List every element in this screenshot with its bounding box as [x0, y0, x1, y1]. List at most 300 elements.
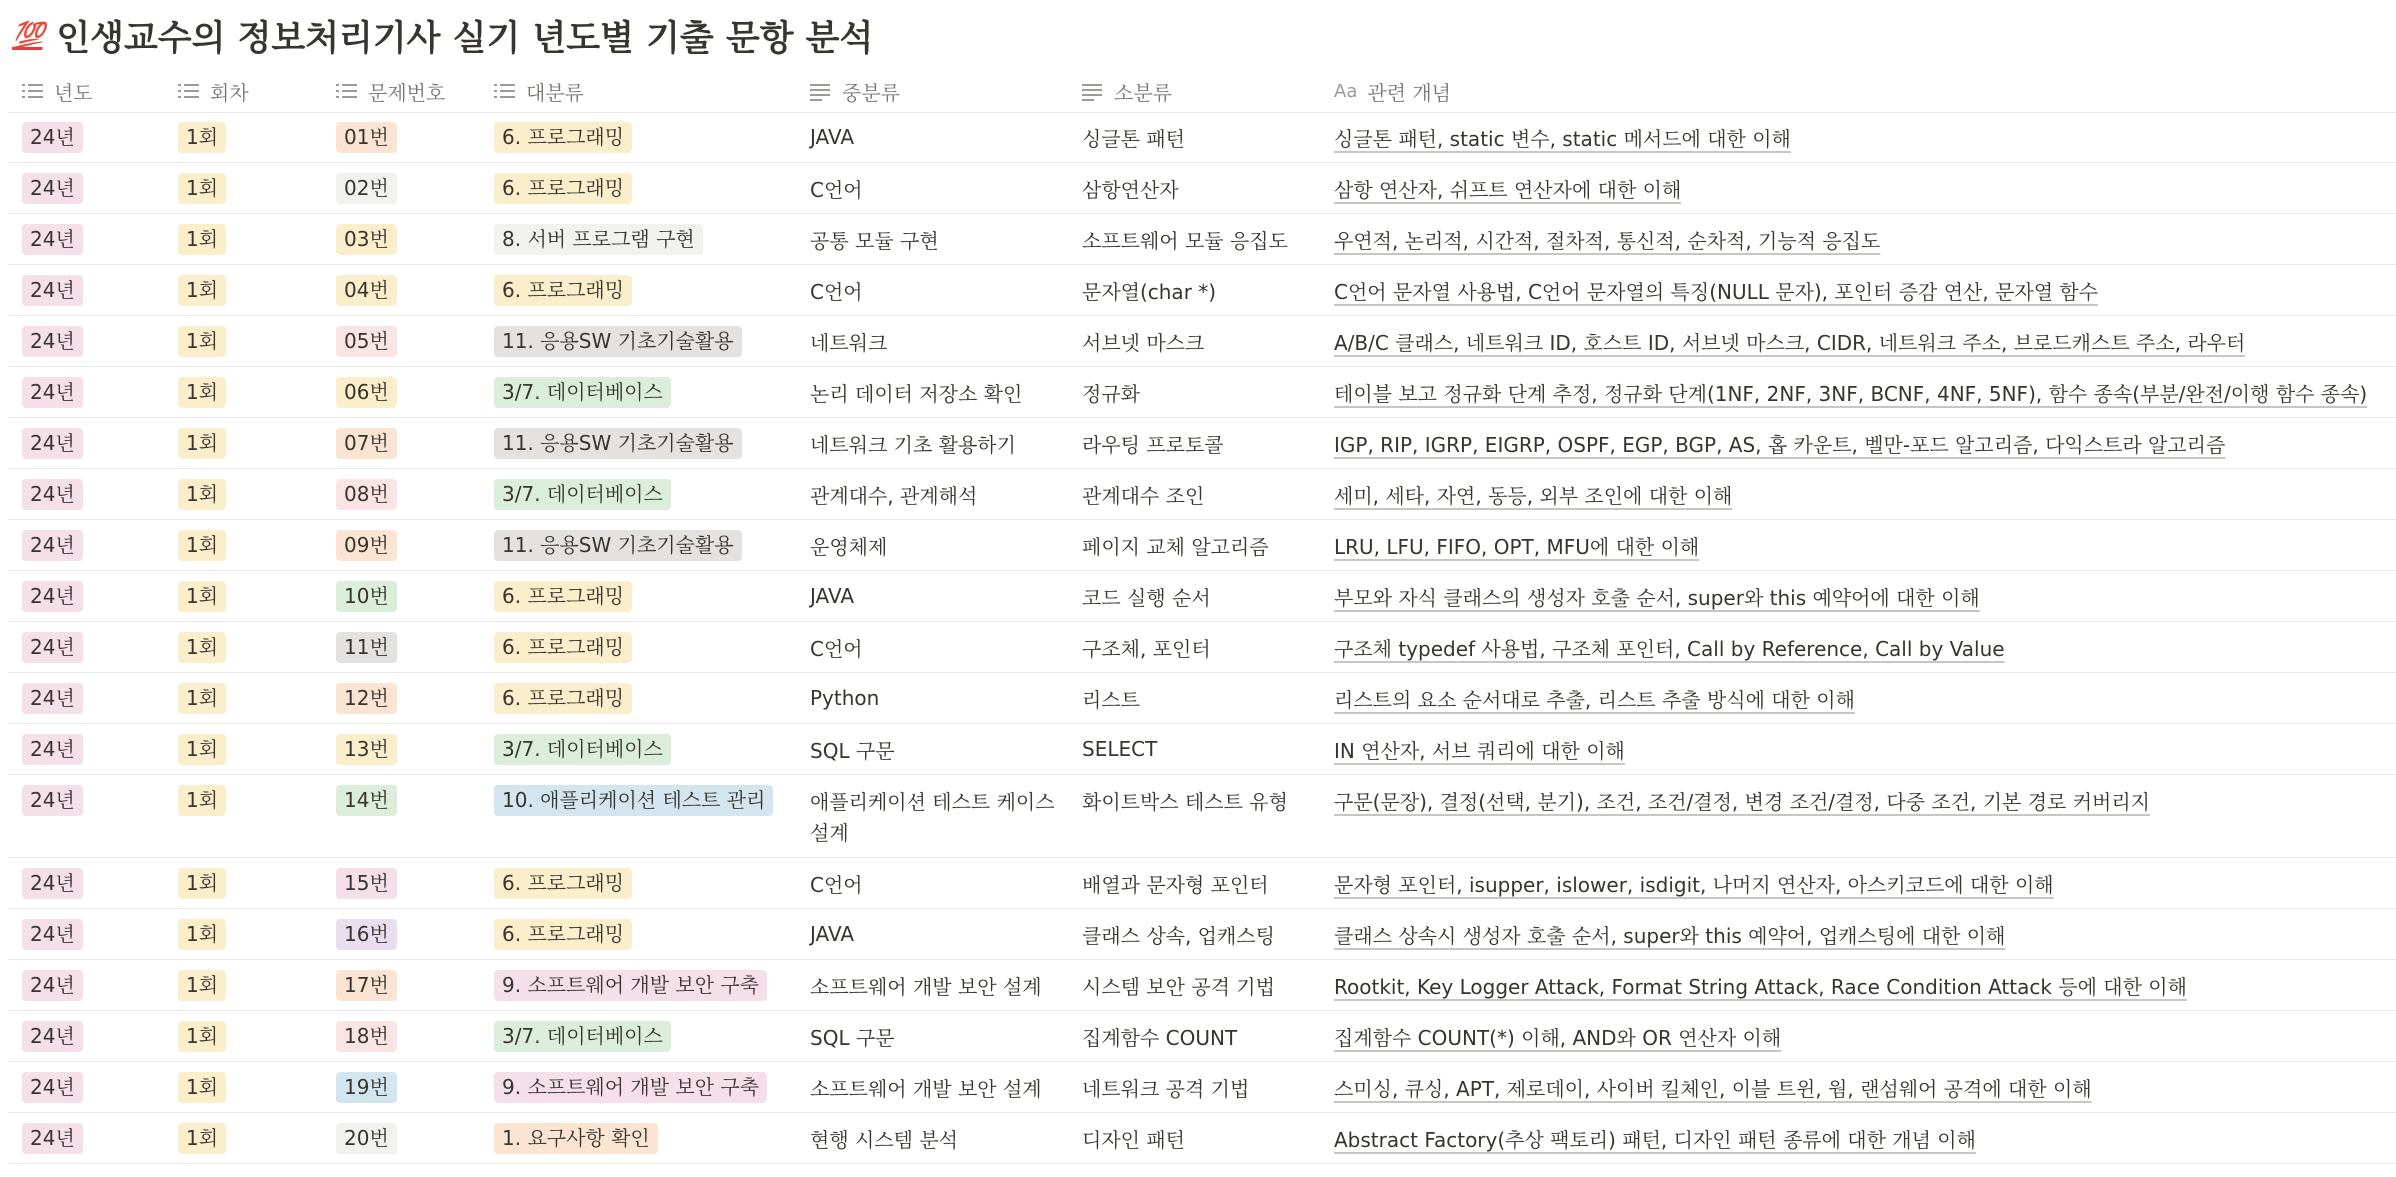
table-row[interactable] [8, 1011, 2396, 1062]
concept-cell[interactable] [1334, 858, 2054, 908]
major-category-cell-tag: 9. 소프트웨어 개발 보안 구축 [494, 1072, 767, 1103]
list-icon [22, 82, 44, 100]
middle-category-cell-text: C언어 [810, 636, 863, 661]
concept-cell[interactable] [1334, 469, 1732, 519]
number-cell-tag: 08번 [336, 479, 397, 510]
year-cell-tag: 24년 [22, 428, 83, 459]
year-cell-tag: 24년 [22, 1072, 83, 1103]
major-category-cell[interactable] [494, 112, 632, 162]
number-cell-tag: 09번 [336, 530, 397, 561]
minor-category-cell [1082, 960, 1275, 1010]
table-row[interactable] [8, 163, 2396, 214]
concept-cell[interactable] [1334, 214, 1880, 264]
year-cell[interactable] [22, 960, 83, 1010]
minor-category-cell [1082, 775, 1288, 825]
year-cell-tag: 24년 [22, 479, 83, 510]
middle-category-cell [810, 112, 854, 162]
concept-cell[interactable] [1334, 571, 1980, 621]
major-category-cell[interactable] [494, 909, 632, 959]
number-cell-tag: 19번 [336, 1072, 397, 1103]
middle-category-cell [810, 418, 1016, 468]
middle-category-cell-text: JAVA [810, 584, 855, 608]
concept-cell-text: 구문(문장), 결정(선택, 분기), 조건, 조건/결정, 변경 조건/결정, 다중 조건, 기본 경로 커버리지 [1334, 789, 2151, 814]
middle-category-cell [810, 775, 1060, 849]
concept-cell-text: Abstract Factory(추상 팩토리) 패턴, 디자인 패턴 종류에 대한 개념 이해 [1334, 1127, 1976, 1152]
year-cell[interactable] [22, 775, 83, 825]
table-row[interactable] [8, 622, 2396, 673]
table-row[interactable] [8, 775, 2396, 858]
number-cell-tag: 06번 [336, 377, 397, 408]
major-category-cell-tag: 3/7. 데이터베이스 [494, 479, 671, 510]
middle-category-cell [810, 673, 879, 723]
table-row[interactable] [8, 214, 2396, 265]
session-cell-tag: 1회 [178, 1123, 226, 1154]
major-category-cell-tag: 11. 응용SW 기초기술활용 [494, 428, 742, 459]
session-cell[interactable] [178, 571, 226, 621]
middle-category-cell [810, 858, 863, 908]
minor-category-cell [1082, 316, 1204, 366]
session-cell-tag: 1회 [178, 632, 226, 663]
session-cell[interactable] [178, 316, 226, 366]
number-cell-tag: 04번 [336, 275, 397, 306]
major-category-cell-tag: 10. 애플리케이션 테스트 관리 [494, 785, 773, 816]
column-header-number[interactable]: 문제번호 [336, 70, 445, 112]
number-cell[interactable] [336, 469, 397, 519]
major-category-cell-tag: 6. 프로그래밍 [494, 122, 632, 153]
major-category-cell-tag: 6. 프로그래밍 [494, 632, 632, 663]
minor-category-cell-text: 클래스 상속, 업캐스팅 [1082, 923, 1275, 948]
number-cell[interactable] [336, 909, 397, 959]
concept-cell-text: IN 연산자, 서브 쿼리에 대한 이해 [1334, 738, 1625, 763]
table-row[interactable] [8, 418, 2396, 469]
number-cell-tag: 10번 [336, 581, 397, 612]
number-cell[interactable] [336, 163, 397, 213]
minor-category-cell [1082, 909, 1275, 959]
concept-cell-text: 싱글톤 패턴, static 변수, static 메서드에 대한 이해 [1334, 126, 1791, 151]
year-cell[interactable] [22, 265, 83, 315]
minor-category-cell-text: 관계대수 조인 [1082, 483, 1205, 508]
minor-category-cell [1082, 1113, 1185, 1163]
minor-category-cell [1082, 571, 1211, 621]
title-property-icon: Aa [1334, 80, 1358, 102]
number-cell-tag: 11번 [336, 632, 397, 663]
session-cell-tag: 1회 [178, 326, 226, 357]
minor-category-cell-text: 리스트 [1082, 687, 1140, 712]
list-icon [178, 82, 200, 100]
session-cell[interactable] [178, 112, 226, 162]
concept-cell[interactable] [1334, 112, 1791, 162]
year-cell[interactable] [22, 622, 83, 672]
major-category-cell[interactable] [494, 673, 632, 723]
middle-category-cell [810, 724, 895, 774]
year-cell-tag: 24년 [22, 377, 83, 408]
concept-cell[interactable] [1334, 265, 2098, 315]
year-cell[interactable] [22, 418, 83, 468]
column-header-year[interactable]: 년도 [22, 70, 93, 112]
middle-category-cell-text: 소프트웨어 개발 보안 설계 [810, 1076, 1042, 1101]
session-cell-tag: 1회 [178, 868, 226, 899]
concept-cell-text: 문자형 포인터, isupper, islower, isdigit, 나머지 연산자, 아스키코드에 대한 이해 [1334, 872, 2054, 897]
table-row[interactable] [8, 316, 2396, 367]
concept-cell[interactable] [1334, 1011, 1781, 1061]
concept-cell-text: 세미, 세타, 자연, 동등, 외부 조인에 대한 이해 [1334, 483, 1733, 508]
major-category-cell[interactable] [494, 775, 773, 825]
number-cell-tag: 05번 [336, 326, 397, 357]
middle-category-cell [810, 469, 977, 519]
session-cell[interactable] [178, 469, 226, 519]
major-category-cell-tag: 9. 소프트웨어 개발 보안 구축 [494, 970, 767, 1001]
year-cell-tag: 24년 [22, 122, 83, 153]
year-cell[interactable] [22, 214, 83, 264]
table-row[interactable] [8, 469, 2396, 520]
session-cell-tag: 1회 [178, 479, 226, 510]
table-header [8, 70, 2396, 113]
column-header-concept[interactable]: Aa 관련 개념 [1334, 80, 1451, 105]
major-category-cell[interactable] [494, 418, 742, 468]
session-cell-tag: 1회 [178, 970, 226, 1001]
number-cell[interactable] [336, 520, 397, 570]
minor-category-cell [1082, 858, 1269, 908]
concept-cell[interactable] [1334, 520, 1699, 570]
table-row[interactable] [8, 1062, 2396, 1113]
number-cell[interactable] [336, 112, 397, 162]
middle-category-cell-text: Python [810, 686, 880, 710]
session-cell[interactable] [178, 960, 226, 1010]
number-cell-tag: 01번 [336, 122, 397, 153]
minor-category-cell [1082, 469, 1204, 519]
session-cell-tag: 1회 [178, 1072, 226, 1103]
session-cell-tag: 1회 [178, 919, 226, 950]
middle-category-cell [810, 214, 939, 264]
text-lines-icon [1082, 82, 1104, 100]
middle-category-cell [810, 1113, 958, 1163]
major-category-cell-tag: 1. 요구사항 확인 [494, 1123, 658, 1154]
middle-category-cell-text: 애플리케이션 테스트 케이스 설계 [810, 790, 1055, 845]
concept-cell[interactable] [1334, 775, 2150, 825]
number-cell-tag: 20번 [336, 1123, 397, 1154]
minor-category-cell-text: 정규화 [1082, 381, 1140, 406]
minor-category-cell [1082, 673, 1140, 723]
session-cell[interactable] [178, 367, 226, 417]
number-cell[interactable] [336, 858, 397, 908]
major-category-cell[interactable] [494, 1011, 671, 1061]
concept-cell[interactable] [1334, 1062, 2092, 1112]
major-category-cell-tag: 3/7. 데이터베이스 [494, 1021, 671, 1052]
year-cell[interactable] [22, 724, 83, 774]
concept-cell-text: IGP, RIP, IGRP, EIGRP, OSPF, EGP, BGP, AS, 홉 카운트, 벨만-포드 알고리즘, 다익스트라 알고리즘 [1334, 432, 2226, 457]
table-row[interactable] [8, 112, 2396, 163]
middle-category-cell [810, 909, 854, 959]
year-cell-tag: 24년 [22, 581, 83, 612]
session-cell[interactable] [178, 858, 226, 908]
text-lines-icon [810, 82, 832, 100]
concept-cell-text: 우연적, 논리적, 시간적, 절차적, 통신적, 순차적, 기능적 응집도 [1334, 228, 1881, 253]
number-cell[interactable] [336, 367, 397, 417]
concept-cell[interactable] [1334, 418, 2225, 468]
major-category-cell-tag: 3/7. 데이터베이스 [494, 377, 671, 408]
major-category-cell-tag: 6. 프로그래밍 [494, 173, 632, 204]
year-cell[interactable] [22, 673, 83, 723]
major-category-cell-tag: 11. 응용SW 기초기술활용 [494, 326, 742, 357]
year-cell[interactable] [22, 858, 83, 908]
major-category-cell-tag: 6. 프로그래밍 [494, 275, 632, 306]
concept-cell[interactable] [1334, 724, 1625, 774]
minor-category-cell [1082, 163, 1179, 213]
session-cell[interactable] [178, 163, 226, 213]
number-cell[interactable] [336, 1113, 397, 1163]
middle-category-cell-text: C언어 [810, 177, 863, 202]
page-title [12, 12, 873, 60]
year-cell-tag: 24년 [22, 326, 83, 357]
concept-cell-text: LRU, LFU, FIFO, OPT, MFU에 대한 이해 [1334, 534, 1700, 559]
middle-category-cell-text: SQL 구문 [810, 1025, 895, 1050]
year-cell[interactable] [22, 316, 83, 366]
middle-category-cell [810, 571, 854, 621]
minor-category-cell-text: 시스템 보안 공격 기법 [1082, 974, 1275, 999]
middle-category-cell-text: 네트워크 기초 활용하기 [810, 432, 1016, 457]
number-cell[interactable] [336, 265, 397, 315]
number-cell-tag: 14번 [336, 785, 397, 816]
concept-cell-text: 집계함수 COUNT(*) 이해, AND와 OR 연산자 이해 [1334, 1025, 1782, 1050]
middle-category-cell [810, 316, 887, 366]
minor-category-cell [1082, 1011, 1237, 1061]
session-cell-tag: 1회 [178, 1021, 226, 1052]
major-category-cell[interactable] [494, 163, 632, 213]
number-cell[interactable] [336, 775, 397, 825]
session-cell[interactable] [178, 1113, 226, 1163]
list-icon [494, 82, 516, 100]
major-category-cell-tag: 11. 응용SW 기초기술활용 [494, 530, 742, 561]
concept-cell-text: 부모와 자식 클래스의 생성자 호출 순서, super와 this 예약어에 대한 이해 [1334, 585, 1980, 610]
concept-cell[interactable] [1334, 960, 2187, 1010]
year-cell-tag: 24년 [22, 632, 83, 663]
year-cell-tag: 24년 [22, 1021, 83, 1052]
year-cell[interactable] [22, 571, 83, 621]
session-cell-tag: 1회 [178, 734, 226, 765]
year-cell-tag: 24년 [22, 683, 83, 714]
minor-category-cell-text: 삼항연산자 [1082, 177, 1179, 202]
middle-category-cell [810, 960, 1042, 1010]
major-category-cell-tag: 6. 프로그래밍 [494, 868, 632, 899]
minor-category-cell-text: 디자인 패턴 [1082, 1127, 1185, 1152]
major-category-cell[interactable] [494, 960, 767, 1010]
session-cell-tag: 1회 [178, 428, 226, 459]
number-cell-tag: 17번 [336, 970, 397, 1001]
major-category-cell[interactable] [494, 520, 742, 570]
year-cell-tag: 24년 [22, 785, 83, 816]
major-category-cell-tag: 6. 프로그래밍 [494, 919, 632, 950]
minor-category-cell [1082, 112, 1185, 162]
table-row[interactable] [8, 265, 2396, 316]
session-cell-tag: 1회 [178, 122, 226, 153]
year-cell-tag: 24년 [22, 530, 83, 561]
major-category-cell[interactable] [494, 724, 671, 774]
major-category-cell[interactable] [494, 571, 632, 621]
concept-cell-text: 리스트의 요소 순서대로 추출, 리스트 추출 방식에 대한 이해 [1334, 687, 1855, 712]
number-cell-tag: 12번 [336, 683, 397, 714]
year-cell[interactable] [22, 1062, 83, 1112]
middle-category-cell-text: SQL 구문 [810, 738, 895, 763]
year-cell[interactable] [22, 1011, 83, 1061]
concept-cell[interactable] [1334, 316, 2245, 366]
table-body [8, 112, 2396, 1164]
session-cell[interactable] [178, 214, 226, 264]
session-cell[interactable] [178, 265, 226, 315]
session-cell[interactable] [178, 1062, 226, 1112]
year-cell-tag: 24년 [22, 173, 83, 204]
middle-category-cell-text: C언어 [810, 279, 863, 304]
number-cell-tag: 18번 [336, 1021, 397, 1052]
concept-cell-text: 구조체 typedef 사용법, 구조체 포인터, Call by Reference, Call by Value [1334, 636, 2005, 661]
year-cell[interactable] [22, 367, 83, 417]
concept-cell-text: 클래스 상속시 생성자 호출 순서, super와 this 예약어, 업캐스팅에 대한 이해 [1334, 923, 2006, 948]
year-cell[interactable] [22, 112, 83, 162]
major-category-cell[interactable] [494, 469, 671, 519]
major-category-cell[interactable] [494, 214, 703, 264]
middle-category-cell-text: 소프트웨어 개발 보안 설계 [810, 974, 1042, 999]
middle-category-cell-text: 관계대수, 관계해석 [810, 483, 978, 508]
minor-category-cell-text: 페이지 교체 알고리즘 [1082, 534, 1269, 559]
column-header-minor[interactable]: 소분류 [1082, 70, 1172, 112]
table-row[interactable] [8, 571, 2396, 622]
year-cell-tag: 24년 [22, 919, 83, 950]
concept-cell-text: 스미싱, 큐싱, APT, 제로데이, 사이버 킬체인, 이블 트윈, 웜, 랜섬웨어 공격에 대한 이해 [1334, 1076, 2092, 1101]
number-cell[interactable] [336, 960, 397, 1010]
session-cell-tag: 1회 [178, 275, 226, 306]
minor-category-cell-text: 소프트웨어 모듈 응집도 [1082, 228, 1288, 253]
concept-cell[interactable] [1334, 163, 1681, 213]
concept-cell-text: Rootkit, Key Logger Attack, Format String Attack, Race Condition Attack 등에 대한 이해 [1334, 974, 2187, 999]
middle-category-cell-text: 현행 시스템 분석 [810, 1127, 958, 1152]
concept-cell[interactable] [1334, 1113, 1976, 1163]
minor-category-cell-text: 라우팅 프로토콜 [1082, 432, 1224, 457]
year-cell[interactable] [22, 469, 83, 519]
number-cell[interactable] [336, 316, 397, 366]
year-cell-tag: 24년 [22, 224, 83, 255]
concept-cell[interactable] [1334, 622, 2005, 672]
session-cell-tag: 1회 [178, 530, 226, 561]
major-category-cell-tag: 3/7. 데이터베이스 [494, 734, 671, 765]
middle-category-cell-text: 네트워크 [810, 330, 888, 355]
number-cell-tag: 03번 [336, 224, 397, 255]
major-category-cell[interactable] [494, 265, 632, 315]
minor-category-cell-text: 서브넷 마스크 [1082, 330, 1205, 355]
number-cell-tag: 15번 [336, 868, 397, 899]
concept-cell[interactable] [1334, 367, 2367, 417]
middle-category-cell [810, 520, 887, 570]
session-cell[interactable] [178, 775, 226, 825]
minor-category-cell-text: 싱글톤 패턴 [1082, 126, 1185, 151]
number-cell[interactable] [336, 622, 397, 672]
table-row[interactable] [8, 960, 2396, 1011]
minor-category-cell [1082, 367, 1140, 417]
minor-category-cell-text: 집계함수 COUNT [1082, 1025, 1238, 1050]
major-category-cell-tag: 6. 프로그래밍 [494, 683, 632, 714]
number-cell[interactable] [336, 214, 397, 264]
session-cell[interactable] [178, 418, 226, 468]
middle-category-cell-text: C언어 [810, 872, 863, 897]
minor-category-cell [1082, 622, 1211, 672]
session-cell[interactable] [178, 1011, 226, 1061]
session-cell[interactable] [178, 673, 226, 723]
session-cell-tag: 1회 [178, 173, 226, 204]
table-row[interactable] [8, 520, 2396, 571]
middle-category-cell [810, 1011, 895, 1061]
session-cell-tag: 1회 [178, 224, 226, 255]
year-cell[interactable] [22, 909, 83, 959]
column-header-major[interactable]: 대분류 [494, 70, 584, 112]
table-row[interactable] [8, 367, 2396, 418]
minor-category-cell [1082, 265, 1216, 315]
number-cell-tag: 13번 [336, 734, 397, 765]
table-row[interactable] [8, 724, 2396, 775]
table-row[interactable] [8, 673, 2396, 724]
table-row[interactable] [8, 909, 2396, 960]
minor-category-cell-text: 구조체, 포인터 [1082, 636, 1211, 661]
major-category-cell[interactable] [494, 316, 742, 366]
minor-category-cell [1082, 520, 1269, 570]
concept-cell-text: 테이블 보고 정규화 단계 추정, 정규화 단계(1NF, 2NF, 3NF, BCNF, 4NF, 5NF), 함수 종속(부분/완전/이행 함수 종속) [1334, 381, 2368, 406]
concept-cell[interactable] [1334, 909, 2005, 959]
major-category-cell[interactable] [494, 622, 632, 672]
minor-category-cell [1082, 418, 1224, 468]
number-cell[interactable] [336, 1011, 397, 1061]
year-cell[interactable] [22, 520, 83, 570]
page-title-text: 인생교수의 정보처리기사 실기 년도별 기출 문항 분석 [56, 19, 874, 59]
column-header-session[interactable]: 회차 [178, 70, 249, 112]
session-cell-tag: 1회 [178, 581, 226, 612]
table-row[interactable] [8, 858, 2396, 909]
major-category-cell[interactable] [494, 858, 632, 908]
session-cell[interactable] [178, 520, 226, 570]
year-cell-tag: 24년 [22, 734, 83, 765]
major-category-cell[interactable] [494, 367, 671, 417]
number-cell[interactable] [336, 1062, 397, 1112]
minor-category-cell-text: 배열과 문자형 포인터 [1082, 872, 1269, 897]
year-cell-tag: 24년 [22, 970, 83, 1001]
major-category-cell[interactable] [494, 1062, 767, 1112]
middle-category-cell [810, 163, 863, 213]
session-cell[interactable] [178, 724, 226, 774]
year-cell[interactable] [22, 163, 83, 213]
concept-cell-text: A/B/C 클래스, 네트워크 ID, 호스트 ID, 서브넷 마스크, CIDR, 네트워크 주소, 브로드캐스트 주소, 라우터 [1334, 330, 2246, 355]
minor-category-cell-text: 네트워크 공격 기법 [1082, 1076, 1250, 1101]
session-cell-tag: 1회 [178, 377, 226, 408]
number-cell[interactable] [336, 724, 397, 774]
session-cell[interactable] [178, 622, 226, 672]
major-category-cell[interactable] [494, 1113, 658, 1163]
session-cell-tag: 1회 [178, 683, 226, 714]
year-cell[interactable] [22, 1113, 83, 1163]
number-cell-tag: 02번 [336, 173, 397, 204]
table-row[interactable] [8, 1113, 2396, 1164]
minor-category-cell-text: 화이트박스 테스트 유형 [1082, 789, 1288, 814]
middle-category-cell [810, 1062, 1042, 1112]
year-cell-tag: 24년 [22, 275, 83, 306]
number-cell[interactable] [336, 418, 397, 468]
number-cell[interactable] [336, 673, 397, 723]
middle-category-cell-text: 공통 모듈 구현 [810, 228, 939, 253]
middle-category-cell [810, 265, 863, 315]
middle-category-cell-text: JAVA [810, 922, 855, 946]
middle-category-cell [810, 622, 863, 672]
session-cell[interactable] [178, 909, 226, 959]
year-cell-tag: 24년 [22, 1123, 83, 1154]
concept-cell[interactable] [1334, 673, 1855, 723]
session-cell-tag: 1회 [178, 785, 226, 816]
number-cell[interactable] [336, 571, 397, 621]
column-header-middle[interactable]: 중분류 [810, 70, 900, 112]
